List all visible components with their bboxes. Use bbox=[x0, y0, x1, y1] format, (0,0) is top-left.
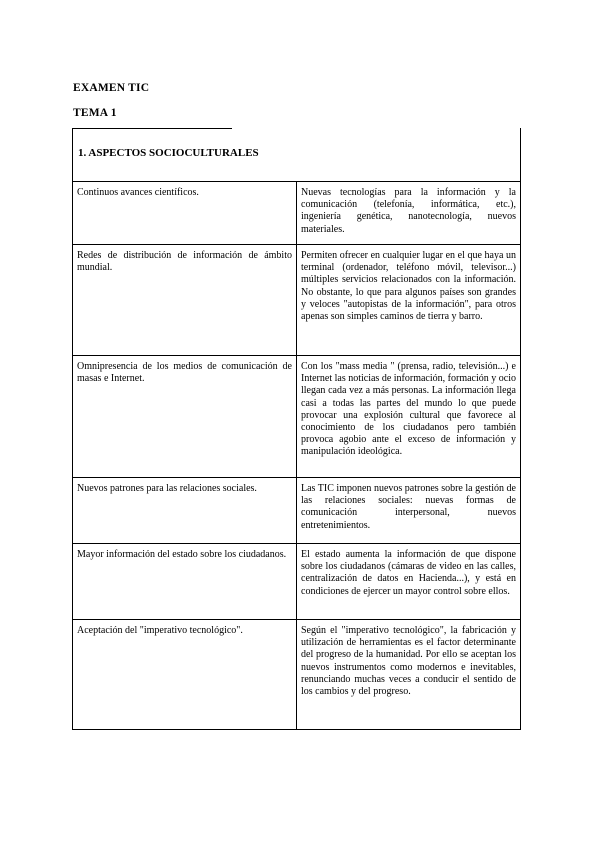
table-row bbox=[73, 245, 521, 356]
table-row bbox=[73, 182, 521, 245]
aspect-cell: Redes de distribución de información de ámbito mundial. bbox=[73, 245, 297, 356]
description-cell: Nuevas tecnologías para la información y la comunicación (telefonía, informática, etc.), ingeniería genética, nanotecnología, nuevos materiales. bbox=[297, 182, 521, 245]
table-row bbox=[73, 544, 521, 620]
document-title: EXAMEN TIC bbox=[73, 82, 150, 94]
table-header-row bbox=[73, 128, 521, 182]
description-cell: El estado aumenta la información de que dispone sobre los ciudadanos (cámaras de video en las calles, centralización de datos en Hacienda...), y está en condiciones de ejercer un mayor control sobre ellos. bbox=[297, 544, 521, 620]
aspects-table bbox=[72, 128, 521, 730]
table-header: 1. ASPECTOS SOCIOCULTURALES bbox=[73, 128, 521, 182]
table-row bbox=[73, 356, 521, 478]
table-row bbox=[73, 620, 521, 730]
table-row bbox=[73, 478, 521, 544]
document-subtitle: TEMA 1 bbox=[73, 107, 117, 119]
description-cell: Permiten ofrecer en cualquier lugar en el que haya un terminal (ordenador, teléfono móvil, televisor...) múltiples servicios relacionados con la información. No obstante, lo que para algunos países son grandes y veloces "autopistas de la información", para otros apenas son simples caminos de tierra y barro. bbox=[297, 245, 521, 356]
aspect-cell: Aceptación del "imperativo tecnológico". bbox=[73, 620, 297, 730]
aspect-cell: Mayor información del estado sobre los ciudadanos. bbox=[73, 544, 297, 620]
aspect-cell: Omnipresencia de los medios de comunicación de masas e Internet. bbox=[73, 356, 297, 478]
description-cell: Con los "mass media " (prensa, radio, televisión...) e Internet las noticias de información, formación y ocio llegan cada vez a más personas. La información llega casi a todas las partes del mundo lo que puede provocar una explosión cultural que favorece al conocimiento de los ciudadanos pero también provoca agobio ante el exceso de información y manipulación ideológica. bbox=[297, 356, 521, 478]
aspect-cell: Nuevos patrones para las relaciones sociales. bbox=[73, 478, 297, 544]
description-cell: Según el "imperativo tecnológico", la fabricación y utilización de herramientas es el factor determinante del progreso de la humanidad. Por ello se aceptan los nuevos instrumentos como modernos e inevitables, renunciando muchas veces a conducir el sentido de los cambios y del progreso. bbox=[297, 620, 521, 730]
aspect-cell: Continuos avances científicos. bbox=[73, 182, 297, 245]
description-cell: Las TIC imponen nuevos patrones sobre la gestión de las relaciones sociales: nuevas formas de comunicación interpersonal, nuevos entretenimientos. bbox=[297, 478, 521, 544]
